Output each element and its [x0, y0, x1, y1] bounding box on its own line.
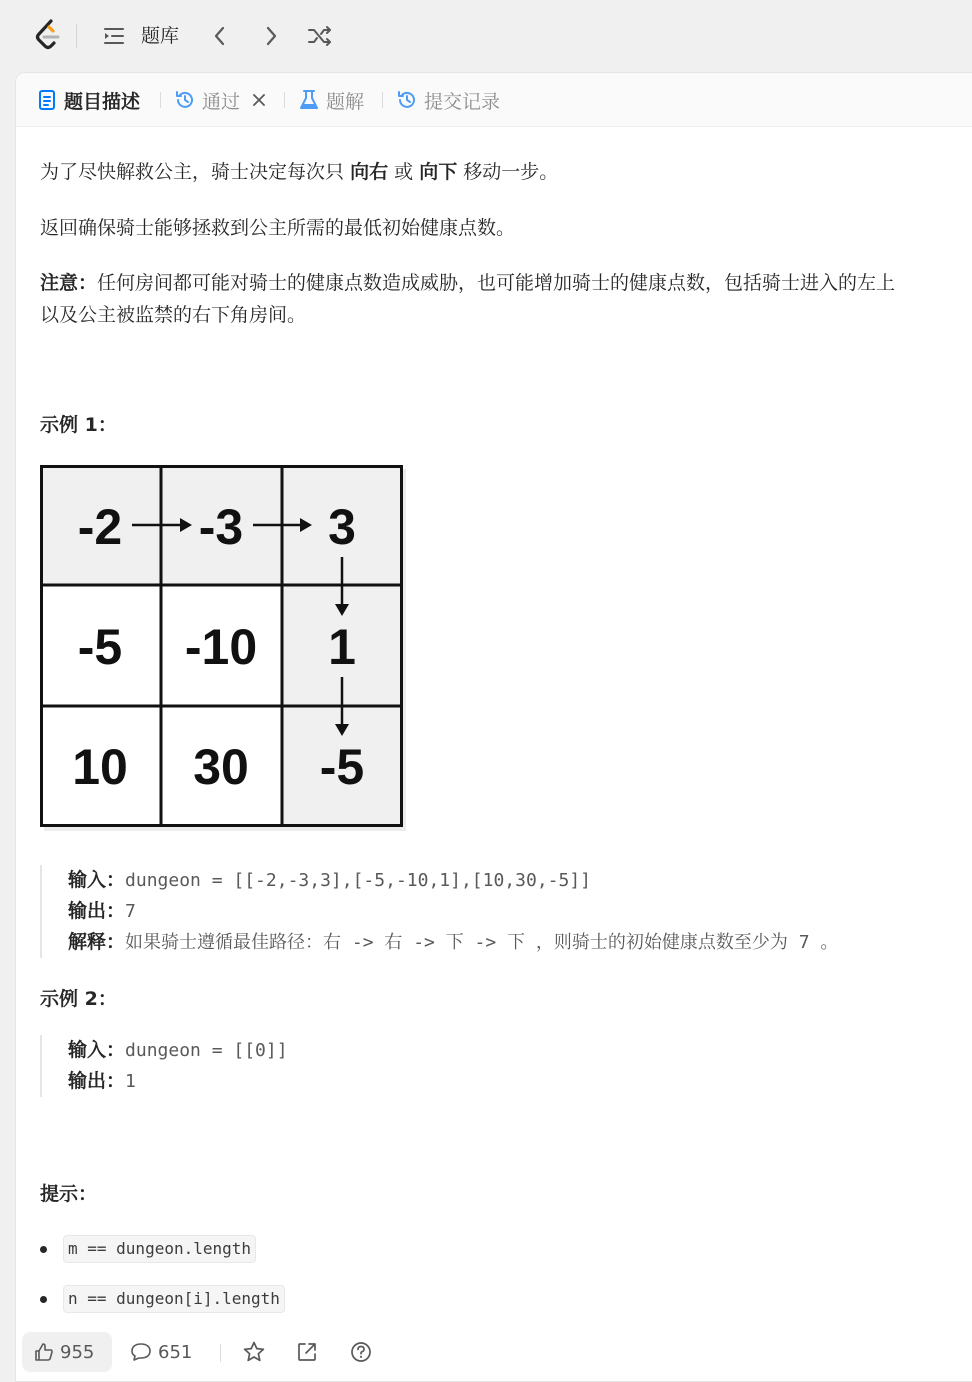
shuffle-icon[interactable]: [306, 22, 334, 50]
tab-solutions[interactable]: [298, 85, 364, 115]
example-1-block: [40, 865, 838, 958]
hints-title: 提示：: [40, 1183, 98, 1205]
document-icon: [36, 89, 58, 111]
tab-description[interactable]: [36, 85, 140, 115]
history-icon: [396, 89, 418, 111]
grid-value: -5: [319, 739, 365, 795]
hint-code: n == dungeon[i].length: [63, 1285, 285, 1313]
grid-value: 3: [328, 499, 356, 555]
comments-button[interactable]: [130, 1332, 192, 1372]
grid-value: -5: [77, 619, 123, 675]
example-2-title: 示例 2：: [40, 988, 117, 1010]
grid-value: 10: [72, 739, 128, 795]
divider: [220, 1344, 221, 1362]
tab-accepted-label: 通过: [202, 90, 241, 113]
divider: [76, 24, 77, 48]
history-icon: [174, 89, 196, 111]
close-icon[interactable]: [252, 93, 266, 107]
tab-submissions[interactable]: [396, 85, 500, 115]
chevron-right-icon[interactable]: [257, 22, 285, 50]
like-button[interactable]: [22, 1332, 112, 1372]
grid-value: -3: [198, 499, 244, 555]
example-2-block: [40, 1035, 288, 1097]
grid-value: -2: [77, 499, 123, 555]
hint-item: [40, 1285, 285, 1313]
grid-value: 30: [193, 739, 249, 795]
tab-divider: [160, 92, 161, 108]
example-1-title: 示例 1：: [40, 414, 117, 436]
tab-divider: [284, 92, 285, 108]
flask-icon: [298, 89, 320, 111]
description-line-2: 返回确保骑士能够拯救到公主所需的最低初始健康点数。: [40, 217, 516, 239]
note-line-2: 以及公主被监禁的右下角房间。: [40, 304, 307, 326]
like-count: 955: [60, 1341, 95, 1363]
problem-list-label[interactable]: 题库: [141, 25, 180, 47]
leetcode-logo[interactable]: [32, 18, 64, 54]
description-line-1: 为了尽快解救公主，骑士决定每次只 向右 或 向下 移动一步。: [40, 161, 559, 183]
bullet-icon: [40, 1246, 47, 1253]
example-1-explanation: 解释：如果骑士遵循最佳路径：右 -> 右 -> 下 -> 下 ，则骑士的初始健康点数至少为 7 。: [68, 931, 839, 953]
comment-count: 651: [158, 1341, 193, 1363]
bullet-icon: [40, 1296, 47, 1303]
example-2-input: 输入：dungeon = [[0]]: [68, 1039, 288, 1061]
example-2-output: 输出：1: [68, 1070, 136, 1092]
example-1-input: 输入：dungeon = [[-2,-3,3],[-5,-10,1],[10,30,-5]]: [68, 869, 592, 891]
tab-accepted[interactable]: [174, 85, 266, 115]
bottom-action-bar: [22, 1328, 422, 1378]
help-icon[interactable]: [350, 1332, 372, 1372]
thumbs-up-icon: [34, 1342, 54, 1362]
tab-solutions-label: 题解: [326, 90, 365, 113]
tab-divider: [382, 92, 383, 108]
hint-item: [40, 1235, 256, 1263]
example-1-output: 输出：7: [68, 900, 136, 922]
grid-value: -10: [184, 619, 258, 675]
list-icon[interactable]: [100, 22, 128, 50]
note-line: 注意：任何房间都可能对骑士的健康点数造成威胁，也可能增加骑士的健康点数，包括骑士进入的左上: [40, 272, 896, 294]
tab-submissions-label: 提交记录: [424, 90, 501, 113]
hint-code: m == dungeon.length: [63, 1235, 256, 1263]
top-bar: [0, 0, 972, 72]
description-panel: [15, 72, 972, 1382]
example-grid-image: [40, 465, 406, 831]
share-icon[interactable]: [296, 1332, 318, 1372]
star-icon[interactable]: [242, 1332, 266, 1372]
chevron-left-icon[interactable]: [206, 22, 234, 50]
tab-bar: [16, 73, 972, 127]
comment-icon: [130, 1342, 152, 1362]
tab-description-label: 题目描述: [64, 90, 141, 113]
grid-value: 1: [328, 619, 356, 675]
